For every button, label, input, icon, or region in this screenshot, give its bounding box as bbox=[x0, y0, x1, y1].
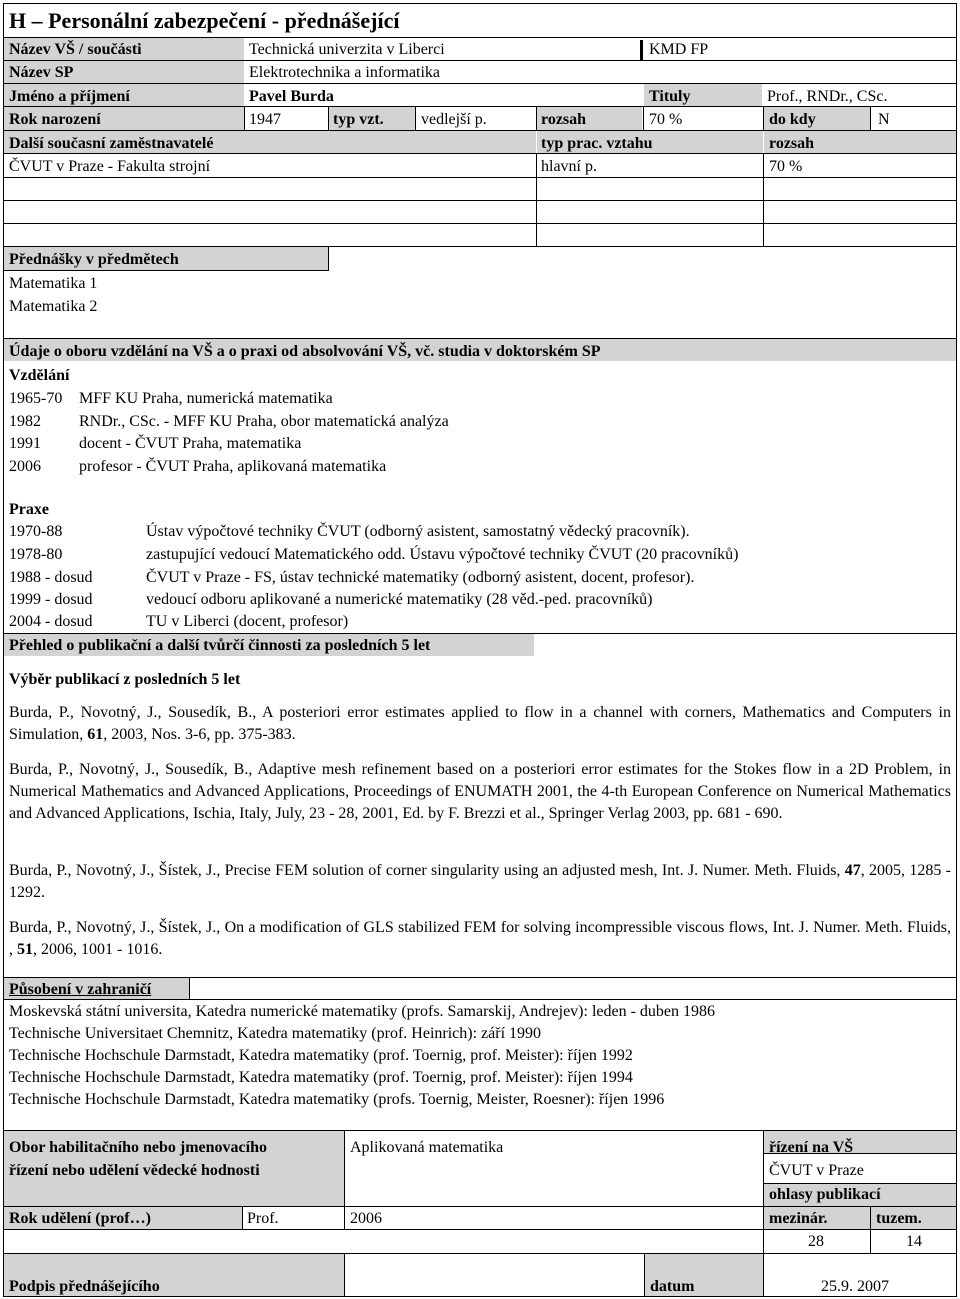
birth-value: 1947 bbox=[249, 111, 281, 128]
year-value: 2006 bbox=[350, 1210, 382, 1227]
divider bbox=[763, 1183, 957, 1184]
other-scope-label: rozsah bbox=[769, 135, 815, 152]
vs-label: Název VŠ / součásti bbox=[9, 41, 142, 58]
habil-label-2: řízení nebo udělení vědecké hodnosti bbox=[9, 1162, 260, 1179]
divider bbox=[244, 107, 245, 130]
publication-item: Burda, P., Novotný, J., Sousedík, B., Adaptive mesh refinement based on a posteriori error estimates for the Stokes flow in a 2D Problem, in Numerical Mathematics and Advanced Applications, Proceedings of ENUMATH 2001, the 4-th European Conference on Numerical Mathematics and Advanced Applications, Ischia, Italy, July, 23 - 28, 2001, Ed. by F. Brezzi et al., Springer Verlag 2003, pp. 681 - 690. bbox=[9, 761, 951, 822]
abroad-label: Působení v zahraničí bbox=[9, 981, 152, 998]
name-value: Pavel Burda bbox=[249, 88, 334, 105]
sign-label: Podpis přednášejícího bbox=[9, 1278, 160, 1295]
lecture-item: Matematika 2 bbox=[9, 298, 98, 315]
education-text: MFF KU Praha, numerická matematika bbox=[79, 390, 333, 407]
proc-label: řízení na VŠ bbox=[769, 1139, 854, 1156]
divider bbox=[763, 107, 764, 130]
vs-value: Technická univerzita v Liberci bbox=[249, 41, 445, 58]
abroad-item: Technische Hochschule Darmstadt, Katedra matematiky (prof. Toernig, prof. Meister): říjen 1992 bbox=[9, 1047, 633, 1064]
divider bbox=[344, 1130, 345, 1230]
divider bbox=[643, 107, 644, 130]
divider bbox=[3, 270, 329, 271]
local-label: tuzem. bbox=[876, 1210, 922, 1227]
abroad-item: Technische Universitaet Chemnitz, Katedra matematiky (prof. Heinrich): září 1990 bbox=[9, 1025, 542, 1042]
lecture-item: Matematika 1 bbox=[9, 275, 98, 292]
education-label: Vzdělání bbox=[9, 367, 70, 384]
divider bbox=[3, 153, 957, 154]
lectures-label: Přednášky v předmětech bbox=[9, 251, 179, 268]
practice-text: vedoucí odboru aplikované a numerické matematiky (28 věd.-ped. pracovníků) bbox=[146, 591, 653, 608]
practice-year: 1988 - dosud bbox=[9, 569, 93, 586]
education-year: 1982 bbox=[9, 413, 41, 430]
local-value: 14 bbox=[906, 1233, 922, 1250]
vs-unit: KMD FP bbox=[649, 41, 709, 58]
publication-item: Burda, P., Novotný, J., Šístek, J., On a modification of GLS stabilized FEM for solving incompressible viscous flows, Int. J. Numer. Meth. Fluids, , 51, 2006, 1001 - 1016. bbox=[9, 919, 951, 958]
divider bbox=[870, 107, 871, 130]
divider bbox=[3, 223, 957, 224]
sp-label: Název SP bbox=[9, 64, 74, 81]
type-label: typ vzt. bbox=[333, 111, 384, 128]
form-page bbox=[3, 3, 957, 1297]
divider bbox=[328, 247, 329, 270]
habil-value: Aplikovaná matematika bbox=[350, 1139, 504, 1156]
divider bbox=[763, 1253, 764, 1297]
practice-text: Ústav výpočtové techniky ČVUT (odborný asistent, samostatný vědecký pracovník). bbox=[146, 523, 690, 540]
other-label: Další současní zaměstnavatelé bbox=[9, 135, 214, 152]
divider bbox=[536, 107, 537, 130]
divider bbox=[3, 1253, 957, 1254]
intl-value: 28 bbox=[808, 1233, 824, 1250]
other-type-label: typ prac. vztahu bbox=[541, 135, 653, 152]
education-text: RNDr., CSc. - MFF KU Praha, obor matematická analýza bbox=[79, 413, 449, 430]
publications-subtitle: Výběr publikací z posledních 5 let bbox=[9, 671, 241, 688]
divider bbox=[189, 978, 190, 999]
year-label: Rok udělení (prof…) bbox=[9, 1210, 151, 1227]
type-value: vedlejší p. bbox=[421, 111, 487, 128]
until-label: do kdy bbox=[769, 111, 816, 128]
divider bbox=[3, 177, 957, 178]
scope-value: 70 % bbox=[649, 111, 683, 128]
publication-item: Burda, P., Novotný, J., Sousedík, B., A posteriori error estimates applied to flow in a channel with corners, Mathematics and Computers in Simulation, 61, 2003, Nos. 3-6, pp. 375-383. bbox=[9, 704, 951, 743]
education-section-title: Údaje o oboru vzdělání na VŠ a o praxi od absolvování VŠ, vč. studia v doktorském SP bbox=[9, 343, 601, 360]
year-type: Prof. bbox=[247, 1210, 279, 1227]
intl-label: mezinár. bbox=[769, 1210, 828, 1227]
education-year: 1991 bbox=[9, 435, 41, 452]
practice-year: 1999 - dosud bbox=[9, 591, 93, 608]
practice-year: 2004 - dosud bbox=[9, 613, 93, 630]
divider bbox=[3, 1229, 957, 1230]
divider bbox=[536, 153, 537, 246]
publications-section-title: Přehled o publikační a další tvůrčí činnosti za posledních 5 let bbox=[9, 637, 431, 654]
education-year: 2006 bbox=[9, 458, 41, 475]
divider bbox=[344, 1253, 345, 1297]
practice-label: Praxe bbox=[9, 501, 49, 518]
other-employer: ČVUT v Praze - Fakulta strojní bbox=[9, 158, 211, 175]
divider bbox=[3, 999, 957, 1000]
proc-value: ČVUT v Praze bbox=[769, 1162, 864, 1179]
divider bbox=[3, 200, 957, 201]
name-label: Jméno a příjmení bbox=[9, 88, 130, 105]
date-label: datum bbox=[650, 1278, 695, 1295]
education-year: 1965-70 bbox=[9, 390, 63, 407]
practice-text: TU v Liberci (docent, profesor) bbox=[146, 613, 349, 630]
publication-item: Burda, P., Novotný, J., Šístek, J., Precise FEM solution of corner singularity using an adjusted mesh, Int. J. Numer. Meth. Fluids, 47, 2005, 1285 - 1292. bbox=[9, 862, 952, 901]
divider bbox=[328, 107, 329, 130]
divider bbox=[415, 107, 416, 130]
divider bbox=[242, 1206, 243, 1230]
education-text: profesor - ČVUT Praha, aplikovaná matematika bbox=[79, 458, 387, 475]
sp-value: Elektrotechnika a informatika bbox=[249, 64, 441, 81]
until-value: N bbox=[878, 111, 890, 128]
divider bbox=[644, 1253, 645, 1297]
education-text: docent - ČVUT Praha, matematika bbox=[79, 435, 302, 452]
birth-label: Rok narození bbox=[9, 111, 101, 128]
practice-text: ČVUT v Praze - FS, ústav technické matematiky (odborný asistent, docent, profesor). bbox=[146, 569, 695, 586]
scope-label: rozsah bbox=[541, 111, 587, 128]
abroad-item: Technische Hochschule Darmstadt, Katedra matematiky (prof. Toernig, prof. Meister): říjen 1994 bbox=[9, 1069, 633, 1086]
other-type: hlavní p. bbox=[541, 158, 597, 175]
practice-year: 1970-88 bbox=[9, 523, 63, 540]
divider bbox=[763, 153, 764, 246]
other-scope: 70 % bbox=[769, 158, 803, 175]
divider bbox=[640, 40, 643, 60]
habil-label-1: Obor habilitačního nebo jmenovacího bbox=[9, 1139, 267, 1156]
citations-label: ohlasy publikací bbox=[769, 1186, 881, 1203]
date-value: 25.9. 2007 bbox=[821, 1278, 889, 1295]
abroad-item: Moskevská státní universita, Katedra numerické matematiky (profs. Samarskij, Andrejev): leden - duben 1986 bbox=[9, 1003, 716, 1020]
titles-value: Prof., RNDr., CSc. bbox=[767, 88, 888, 105]
practice-year: 1978-80 bbox=[9, 546, 63, 563]
divider bbox=[763, 1130, 764, 1253]
page-title: H – Personální zabezpečení - přednášející bbox=[9, 8, 400, 33]
practice-text: zastupující vedoucí Matematického odd. Ústavu výpočtové techniky ČVUT (20 pracovníků) bbox=[146, 546, 739, 563]
divider bbox=[3, 1206, 957, 1207]
abroad-item: Technische Hochschule Darmstadt, Katedra matematiky (profs. Toernig, Meister, Roesner): říjen 1996 bbox=[9, 1091, 665, 1108]
titles-label: Tituly bbox=[649, 88, 691, 105]
